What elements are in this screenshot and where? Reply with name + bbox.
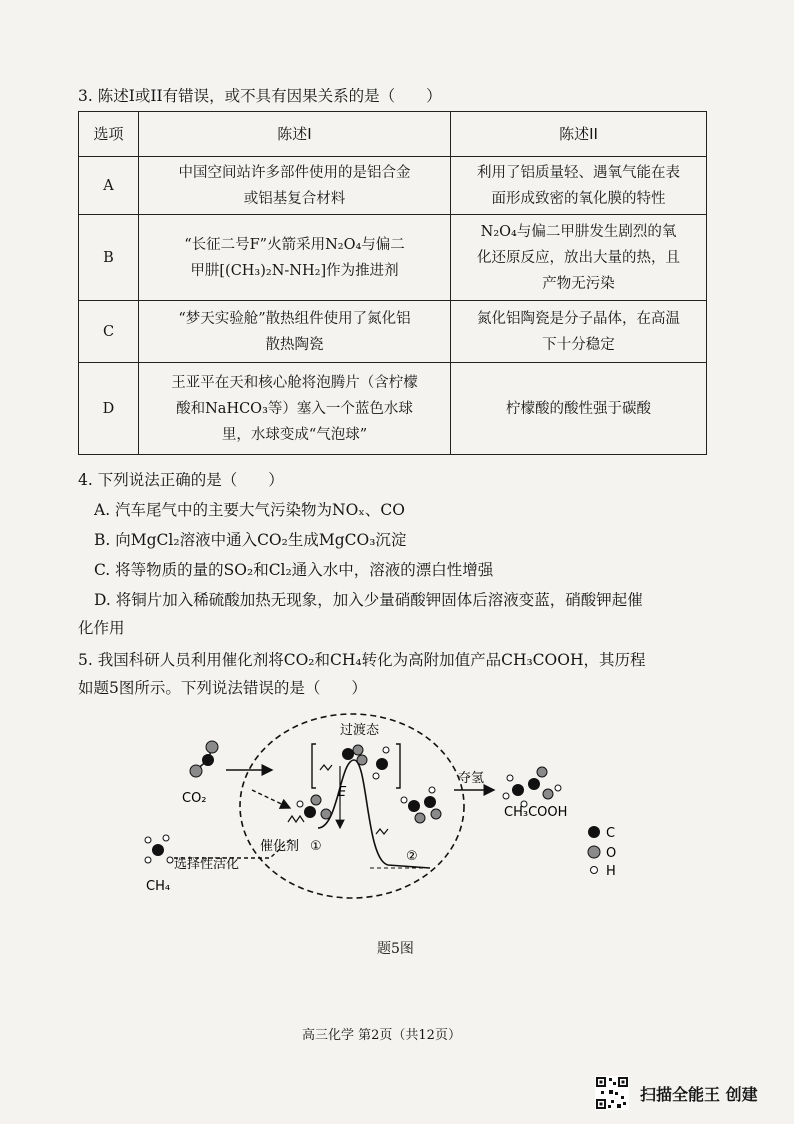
co2-entry-path bbox=[252, 790, 290, 808]
table-header-row bbox=[79, 112, 707, 157]
step-2-label: ② bbox=[406, 849, 418, 864]
cell-line: 酸和NaHCO₃等）塞入一个蓝色水球 bbox=[176, 400, 413, 417]
step-1-label: ① bbox=[310, 839, 322, 854]
table-row bbox=[79, 157, 707, 215]
table-row bbox=[79, 301, 707, 363]
statement-1-cell bbox=[139, 363, 451, 455]
ch4-molecule bbox=[145, 835, 173, 863]
co2-molecule bbox=[190, 741, 218, 777]
cell-line: 氮化铝陶瓷是分子晶体，在高温 bbox=[477, 310, 680, 327]
header-option: 选项 bbox=[79, 112, 139, 157]
statement-table bbox=[78, 111, 707, 455]
cell-line: 中国空间站许多部件使用的是铝合金 bbox=[178, 164, 411, 181]
statement-1-cell bbox=[139, 157, 451, 215]
option-label: A bbox=[79, 157, 139, 215]
catalyst-label: 催化剂 bbox=[260, 839, 300, 854]
header-statement-1: 陈述I bbox=[139, 112, 451, 157]
option-b: B. 向MgCl₂溶液中通入CO₂生成MgCO₃沉淀 bbox=[94, 531, 407, 549]
legend-oxygen-swatch bbox=[588, 846, 600, 858]
cell-line: “梦天实验舱”散热组件使用了氮化铝 bbox=[178, 310, 411, 327]
dehydrogenation-label: 夺氢 bbox=[458, 771, 485, 786]
qr-code-icon bbox=[595, 1076, 629, 1110]
reaction-mechanism-figure bbox=[140, 710, 640, 910]
question-5-stem-continued: 如题5图所示。下列说法错误的是（ ） bbox=[78, 679, 367, 697]
option-d-continued: 化作用 bbox=[78, 619, 125, 637]
statement-1-cell bbox=[139, 301, 451, 363]
option-a: A. 汽车尾气中的主要大气污染物为NOₓ、CO bbox=[94, 501, 405, 519]
cell-line: 散热陶瓷 bbox=[265, 336, 324, 353]
cell-line: 化还原反应，放出大量的热，且 bbox=[477, 249, 680, 266]
option-label: B bbox=[79, 215, 139, 301]
transition-bracket-left bbox=[312, 744, 316, 788]
cell-line: 里，水球变成“气泡球” bbox=[221, 426, 368, 443]
statement-2-cell bbox=[451, 215, 707, 301]
option-label: D bbox=[79, 363, 139, 455]
cell-line: 柠檬酸的酸性强于碳酸 bbox=[506, 400, 651, 417]
statement-2-cell bbox=[451, 301, 707, 363]
product-label: CH₃COOH bbox=[504, 805, 568, 820]
page-footer: 高三化学 第2页（共12页） bbox=[302, 1028, 461, 1043]
statement-1-cell bbox=[139, 215, 451, 301]
scanner-watermark: 扫描全能王 创建 bbox=[640, 1085, 758, 1104]
acetic-acid-molecule bbox=[503, 767, 561, 807]
question-5-stem: 5. 我国科研人员利用催化剂将CO₂和CH₄转化为高附加值产品CH₃COOH，其历程 bbox=[78, 651, 646, 669]
legend-carbon-swatch bbox=[588, 826, 600, 838]
cell-line: 面形成致密的氧化膜的特性 bbox=[491, 190, 666, 207]
catalyst-site-1 bbox=[288, 795, 331, 822]
option-c: C. 将等物质的量的SO₂和Cl₂通入水中，溶液的漂白性增强 bbox=[94, 561, 494, 579]
table-row bbox=[79, 215, 707, 301]
legend-hydrogen-swatch bbox=[591, 867, 598, 874]
option-d: D. 将铜片加入稀硫酸加热无现象，加入少量硝酸钾固体后溶液变蓝，硝酸钾起催 bbox=[94, 591, 643, 609]
figure-caption: 题5图 bbox=[377, 941, 414, 957]
cell-line: 甲肼[(CH₃)₂N-NH₂]作为推进剂 bbox=[190, 262, 399, 279]
question-3-stem: 3. 陈述I或II有错误，或不具有因果关系的是（ ） bbox=[78, 87, 442, 105]
cell-line: 或铝基复合材料 bbox=[243, 190, 346, 207]
transition-bracket-right bbox=[396, 744, 400, 788]
legend-hydrogen: H bbox=[606, 864, 616, 879]
cell-line: “长征二号F”火箭采用N₂O₄与偏二 bbox=[184, 236, 405, 253]
statement-2-cell bbox=[451, 363, 707, 455]
legend-carbon: C bbox=[606, 826, 616, 841]
option-label: C bbox=[79, 301, 139, 363]
statement-2-cell bbox=[451, 157, 707, 215]
cell-line: 利用了铝质量轻、遇氧气能在表 bbox=[477, 164, 680, 181]
legend-oxygen: O bbox=[606, 846, 617, 861]
header-statement-2: 陈述II bbox=[451, 112, 707, 157]
selective-activation-label: 选择性活化 bbox=[174, 857, 240, 872]
transition-state-molecule bbox=[320, 745, 389, 779]
question-4-stem: 4. 下列说法正确的是（ ） bbox=[78, 471, 284, 489]
cell-line: 王亚平在天和核心舱将泡腾片（含柠檬 bbox=[171, 374, 418, 391]
cell-line: 下十分稳定 bbox=[542, 336, 615, 353]
intermediate-molecule bbox=[376, 787, 441, 834]
transition-state-label: 过渡态 bbox=[340, 723, 380, 738]
cell-line: 产物无污染 bbox=[542, 275, 615, 292]
table-row bbox=[79, 363, 707, 455]
co2-label: CO₂ bbox=[182, 791, 207, 806]
ch4-label: CH₄ bbox=[146, 879, 171, 894]
energy-label: E bbox=[338, 785, 347, 800]
cell-line: N₂O₄与偏二甲肼发生剧烈的氧 bbox=[480, 223, 677, 240]
atom-legend bbox=[588, 826, 616, 879]
